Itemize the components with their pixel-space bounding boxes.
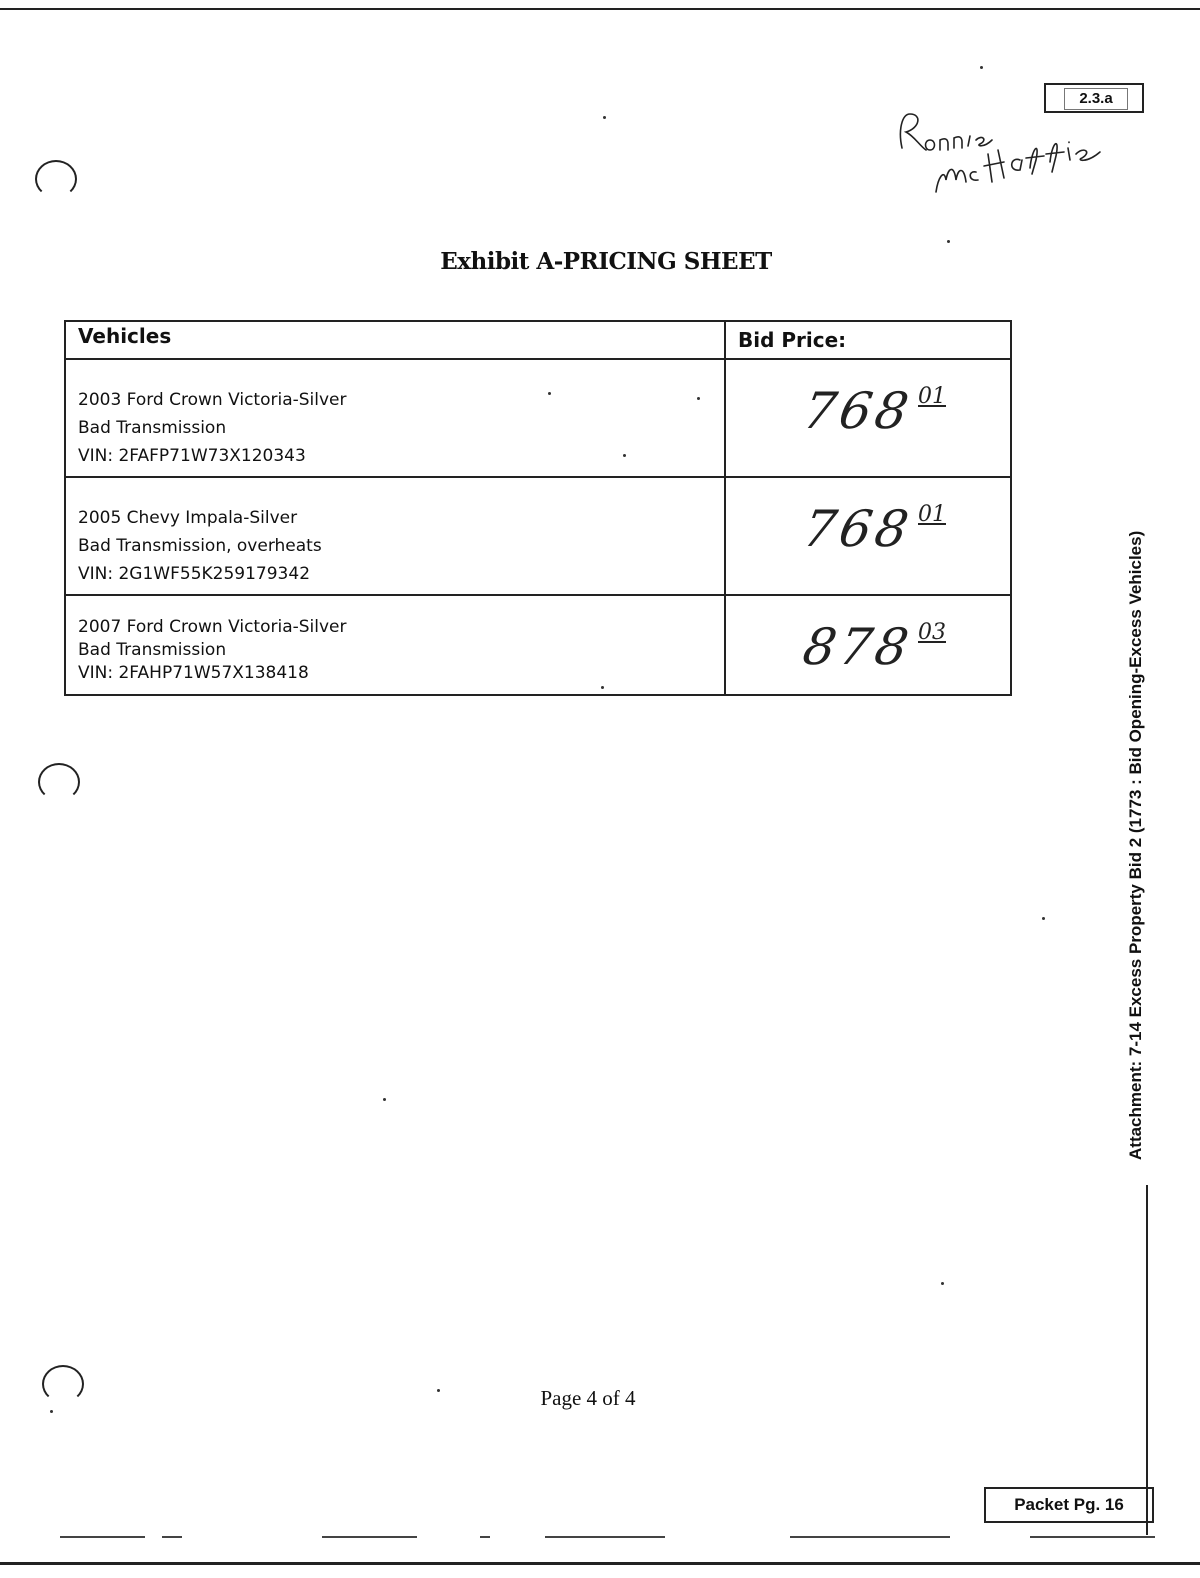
vehicle-cell (65, 477, 725, 595)
scan-speck (50, 1410, 53, 1413)
scan-speck (1042, 917, 1045, 920)
scan-speck (623, 454, 626, 457)
scan-speck (941, 1282, 944, 1285)
vehicle-vin: VIN: 2FAFP71W73X120343 (78, 446, 306, 466)
scan-speck (548, 392, 551, 395)
vehicle-condition: Bad Transmission (78, 418, 227, 438)
vehicle-cell (65, 359, 725, 477)
scan-dash (480, 1536, 490, 1538)
vehicle-condition: Bad Transmission (78, 640, 227, 660)
pricing-table (64, 320, 1012, 696)
bid-price-cents: 01 (918, 502, 946, 527)
scan-dash (162, 1536, 182, 1538)
scan-dash (545, 1536, 665, 1538)
punch-hole-top (35, 160, 77, 198)
scan-dash (322, 1536, 417, 1538)
scan-dash (790, 1536, 950, 1538)
table-row (65, 477, 1011, 595)
bid-price-cell (725, 477, 1011, 595)
bid-price-cents: 03 (918, 620, 946, 645)
vehicle-description: 2007 Ford Crown Victoria-Silver (78, 617, 347, 637)
side-attachment-label: Attachment: 7-14 Excess Property Bid 2 (1773 : Bid Opening-Excess Vehicles) (1126, 530, 1145, 1160)
vehicle-cell (65, 595, 725, 695)
table-header-row (65, 321, 1011, 359)
vehicle-vin: VIN: 2G1WF55K259179342 (78, 564, 311, 584)
document-title: Exhibit A-PRICING SHEET (440, 248, 772, 275)
bid-price-cents: 01 (918, 384, 946, 409)
table-row (65, 595, 1011, 695)
vehicle-description: 2003 Ford Crown Victoria-Silver (78, 390, 347, 410)
vehicles-header: Vehicles (65, 321, 725, 359)
scan-speck (601, 686, 604, 689)
scan-speck (947, 240, 950, 243)
scan-dash (60, 1536, 145, 1538)
bid-price-cell (725, 595, 1011, 695)
bid-price-whole: 878 (798, 618, 917, 676)
page-number: Page 4 of 4 (540, 1386, 636, 1410)
vehicle-description: 2005 Chevy Impala-Silver (78, 508, 298, 528)
vehicle-condition: Bad Transmission, overheats (78, 536, 322, 556)
top-border-line (0, 8, 1200, 10)
scan-speck (437, 1389, 440, 1392)
svg-text:Ronnie McHaffie: Ronnie McHaffie (880, 208, 888, 209)
side-margin-line (1146, 1185, 1148, 1535)
handwritten-signature (880, 100, 1130, 210)
packet-page-box: Packet Pg. 16 (984, 1487, 1154, 1523)
scan-speck (603, 116, 606, 119)
bid-price-whole: 768 (798, 500, 917, 558)
bid-price-whole: 768 (798, 382, 917, 440)
scan-speck (980, 66, 983, 69)
bid-price-header: Bid Price: (725, 321, 1011, 359)
table-row (65, 359, 1011, 477)
bid-price-cell (725, 359, 1011, 477)
scan-speck (697, 397, 700, 400)
scan-dash (1030, 1536, 1155, 1538)
bottom-border-line (0, 1562, 1200, 1565)
reference-tag: 2.3.a (1064, 88, 1128, 110)
punch-hole-middle (38, 763, 80, 801)
scan-speck (383, 1098, 386, 1101)
vehicle-vin: VIN: 2FAHP71W57X138418 (78, 663, 309, 683)
